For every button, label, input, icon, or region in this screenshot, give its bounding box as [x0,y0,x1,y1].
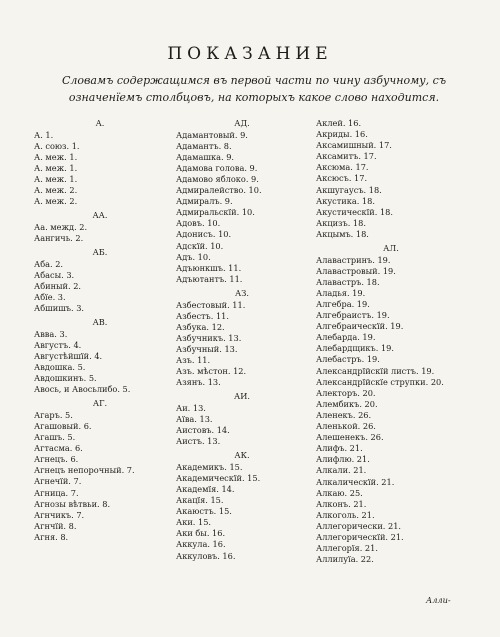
index-entry: Аистъ. 13. [176,436,221,447]
index-entry: Алгебраическїй. 19. [316,321,404,332]
index-column-1 [34,118,166,543]
section-letter-heading: АБ. [92,247,108,258]
index-entry: Аангичь. 2. [34,232,84,243]
index-entry: Аллегорическїй. 21. [316,531,404,542]
index-entry: Агнозы вѣтвьи. 8. [34,498,111,509]
index-entry: Азбучный. 13. [176,343,238,354]
index-entry: Аладья. 19. [316,287,366,298]
index-entry: Азбестовый. 11. [176,299,246,310]
index-entry: Адамашка. 9. [176,151,235,162]
section-letter-heading: АЛ. [383,243,399,254]
index-entry: Агашовый. 6. [34,420,92,431]
index-entry: Акцизъ. 18. [316,217,366,228]
index-entry: Агнецъ. 6. [34,454,79,465]
index-entry: Аклей. 16. [316,118,362,128]
index-entry: Аленькой. 26. [316,421,376,432]
index-entry: Алешенекъ. 26. [316,432,384,443]
index-entry: Аїва. 13. [176,413,213,424]
index-entry: Аллилуїа. 22. [316,554,374,565]
index-entry: Аксюсъ. 17. [316,173,368,184]
index-entry: Азянъ. 13. [176,377,221,388]
index-entry: Алгебра. 19. [316,299,370,309]
index-entry: Авдошка. 5. [34,361,86,372]
index-entry: Абїе. 3. [34,291,66,302]
index-entry: Аки. 15. [176,517,212,528]
index-entry: Аи. 13. [176,402,206,413]
index-entry: Алкоголь. 21. [316,509,375,520]
catchword: Алли- [426,595,451,605]
index-entry: А. меж. 1. [34,162,78,173]
index-entry: Абшишъ. 3. [34,303,85,313]
index-column-2 [176,118,308,562]
index-entry: Акшугаусъ. 18. [316,184,382,195]
index-entry: Алембикъ. 20. [316,398,378,409]
section-letter-heading: АД. [234,118,250,128]
index-entry: Алавастръ. 18. [316,276,380,287]
index-entry: Аккула. 16. [176,539,226,550]
index-entry: Агнчикъ. 7. [34,509,85,520]
section-letter-heading: АА. [92,210,108,221]
page-subtitle: Словамъ содержащимся въ первой части по чину азбучному, съ означенїемъ столбцовъ, на которыхъ какое слово находится. [61,74,447,104]
index-entry: Аленекъ. 26. [316,409,372,420]
index-entry: Абасы. 3. [34,269,75,280]
index-entry: Азъ. мѣстон. 12. [176,366,247,377]
index-entry: Аллегорїя. 21. [316,543,378,554]
index-entry: Александрїйскїе струпки. 20. [316,376,444,387]
index-entry: Алебарда. 19. [316,332,376,343]
index-entry: Акустическїй. 18. [316,206,393,217]
index-entry: Адамова голова. 9. [176,162,258,173]
index-entry: А. меж. 2. [34,185,78,196]
index-entry: Аксамитъ. 17. [316,151,377,162]
index-entry: Азбука. 12. [176,321,225,332]
index-entry: Агтасма. 6. [34,443,83,454]
index-entry: Академикъ. 15. [176,461,243,472]
index-entry: Августѣйшїй. 4. [34,350,103,361]
index-entry: Аксюма. 17. [316,162,369,173]
index-entry: Адъютантъ. 11. [176,273,243,284]
index-entry: Адовъ. 10. [176,218,221,229]
index-entry: Адмиральскїй. 10. [176,207,255,218]
index-entry: Алебардщикъ. 19. [316,343,394,354]
index-entry: Акцымъ. 18. [316,228,369,239]
index-entry: Алебастръ. 19. [316,354,380,365]
index-entry: Адамово яблоко. 9. [176,173,259,184]
index-entry: Алкали. 21. [316,465,367,476]
index-entry: Алифлю. 21. [316,454,370,465]
index-entry: Адонисъ. 10. [176,229,232,240]
index-entry: Аба. 2. [34,258,64,269]
index-entry: Аистовъ. 14. [176,425,230,436]
index-entry: Алкаю. 25. [316,487,363,498]
index-entry: Александрїйскїй листъ. 19. [316,365,435,376]
index-entry: Абиный. 2. [34,280,82,291]
section-letter-heading: А. [95,118,105,128]
index-entry: Адамантовый. 9. [176,129,248,140]
index-entry: Алавастровый. 19. [316,265,396,276]
index-entry: Алекторъ. 20. [316,387,376,398]
index-column-3 [316,118,466,565]
index-entry: Акриды. 16. [316,129,368,140]
section-letter-heading: АИ. [234,391,250,402]
index-entry: Адмиралейство. 10. [176,185,262,196]
index-entry: Агница. 7. [34,487,79,498]
section-letter-heading: АГ. [92,398,108,409]
index-entry: Августъ. 4. [34,339,82,350]
index-entry: Агаръ. 5. [34,409,73,420]
index-entry: Агнецъ непорочный. 7. [34,465,135,476]
index-entry: Акустика. 18. [316,195,375,206]
index-entry: Алавастринъ. 19. [316,254,391,265]
index-entry: Авва. 3. [34,328,68,339]
index-entry: Алифъ. 21. [316,443,363,454]
index-entry: А. меж. 1. [34,173,78,184]
index-entry: Адъюнкшъ. 11. [176,262,242,273]
index-entry: Агнчїй. 8. [34,520,77,531]
index-entry: Агнечїй. 7. [34,476,82,487]
index-entry: Азбучникъ. 13. [176,332,242,343]
index-entry: Академическїй. 15. [176,472,261,483]
index-entry: Агашъ. 5. [34,432,76,443]
index-entry: Аксамишный. 17. [316,140,392,151]
index-entry: А. союз. 1. [34,140,80,151]
index-entry: Аллегорически. 21. [316,520,402,531]
index-entry: Аа. межд. 2. [34,221,88,232]
index-entry: Агня. 8. [34,531,69,542]
index-entry: А. меж. 2. [34,196,78,207]
section-letter-heading: АК. [234,450,250,461]
index-entry: Адмиралъ. 9. [176,196,233,207]
index-entry: А. 1. [34,129,54,140]
index-entry: Академїя. 14. [176,484,235,494]
index-entry: Алгебраистъ. 19. [316,310,390,321]
index-entry: Авдошкинъ. 5. [34,373,97,384]
index-entry: Аки бы. 16. [176,528,226,539]
index-entry: Азбестъ. 11. [176,310,229,321]
section-letter-heading: АВ. [92,317,108,328]
page-title: ПОКАЗАНИЕ [167,44,333,64]
index-entry: Адскїй. 10. [176,240,224,251]
section-letter-heading: АЗ. [235,287,249,298]
index-entry: А. меж. 1. [34,151,78,162]
index-entry: Акаюстъ. 15. [176,506,232,517]
index-entry: Азъ. 11. [176,354,211,365]
index-entry: Алкалическїй. 21. [316,476,395,487]
index-entry: Авось, и Авосьлибо. 5. [34,384,131,395]
index-entry: Адъ. 10. [176,251,211,262]
index-entry: Акацїя. 15. [176,495,224,506]
index-entry: Алконъ. 21. [316,498,367,509]
index-entry: Аккуловъ. 16. [176,550,236,561]
index-entry: Адамантъ. 8. [176,140,232,151]
